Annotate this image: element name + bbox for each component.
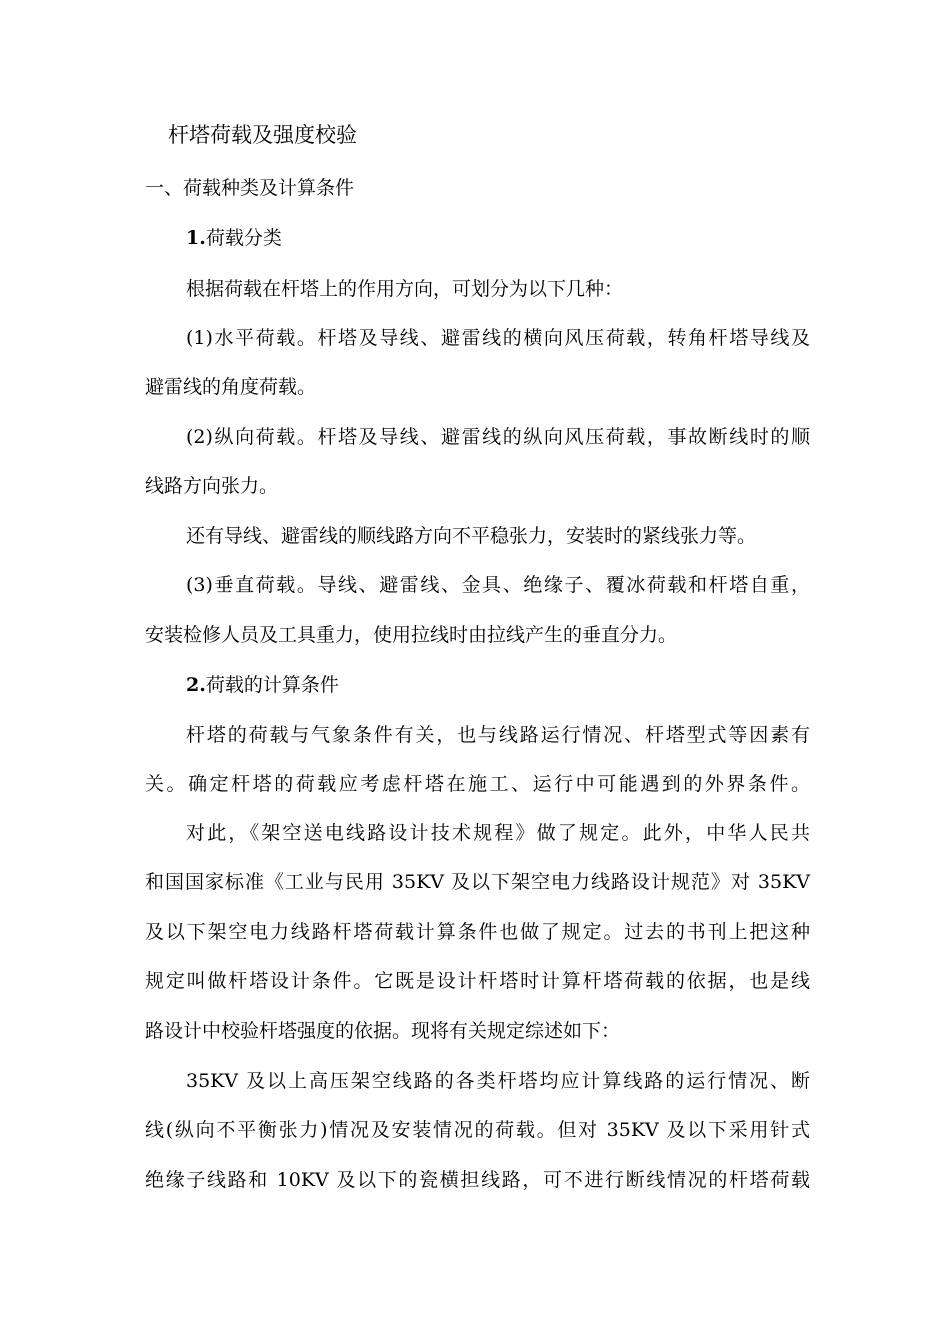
paragraph-line: 线(纵向不平衡张力)情况及安装情况的荷载。但对 35KV 及以下采用针式 [145, 1119, 810, 1141]
paragraph-line: 杆塔的荷载与气象条件有关，也与线路运行情况、杆塔型式等因素有 [186, 724, 810, 746]
paragraph-line: 绝缘子线路和 10KV 及以下的瓷横担线路，可不进行断线情况的杆塔荷载 [145, 1169, 810, 1191]
paragraph-line: 35KV 及以上高压架空线路的各类杆塔均应计算线路的运行情况、断 [186, 1070, 810, 1092]
subsection-number: 1. [186, 227, 206, 249]
section-heading: 一、荷载种类及计算条件 [145, 177, 355, 199]
paragraph-line: (1)水平荷载。杆塔及导线、避雷线的横向风压荷载，转角杆塔导线及 [186, 327, 810, 349]
subsection-heading-1 [186, 225, 810, 251]
paragraph-line: 线路方向张力。 [145, 475, 279, 497]
paragraph-line: 安装检修人员及工具重力，使用拉线时由拉线产生的垂直分力。 [145, 624, 678, 646]
subsection-heading-2 [186, 672, 810, 698]
paragraph-line: 对此，《架空送电线路设计技术规程》做了规定。此外，中华人民共 [186, 822, 810, 844]
subsection-text: 荷载分类 [205, 227, 282, 249]
subsection-text: 荷载的计算条件 [205, 674, 339, 696]
document-title: 杆塔荷载及强度校验 [168, 123, 357, 147]
paragraph-line: (2)纵向荷载。杆塔及导线、避雷线的纵向风压荷载，事故断线时的顺 [186, 426, 810, 448]
paragraph-line: 关。确定杆塔的荷载应考虑杆塔在施工、运行中可能遇到的外界条件。 [145, 773, 810, 795]
paragraph-line: 路设计中校验杆塔强度的依据。现将有关规定综述如下： [145, 1020, 621, 1042]
paragraph-line: (3)垂直荷载。导线、避雷线、金具、绝缘子、覆冰荷载和杆塔自重， [186, 574, 810, 596]
paragraph-line: 和国国家标准《工业与民用 35KV 及以下架空电力线路设计规范》对 35KV [145, 871, 810, 893]
paragraph-line: 避雷线的角度荷载。 [145, 376, 317, 398]
paragraph-line: 规定叫做杆塔设计条件。它既是设计杆塔时计算杆塔荷载的依据，也是线 [145, 970, 810, 992]
subsection-number: 2. [186, 674, 206, 696]
paragraph-line: 及以下架空电力线路杆塔荷载计算条件也做了规定。过去的书刊上把这种 [145, 921, 810, 943]
paragraph-line: 根据荷载在杆塔上的作用方向，可划分为以下几种： [186, 278, 624, 300]
paragraph-line: 还有导线、避雷线的顺线路方向不平稳张力，安装时的紧线张力等。 [186, 525, 757, 547]
